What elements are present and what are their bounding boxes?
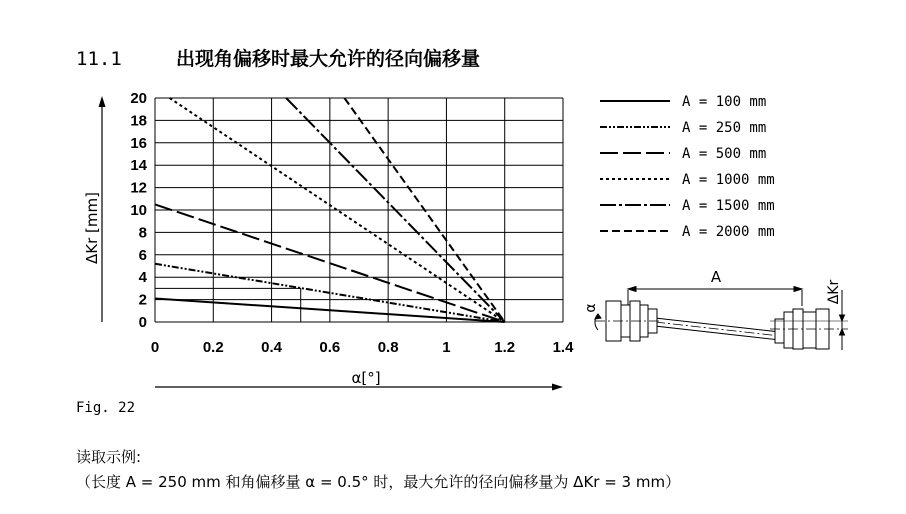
chart-legend [600, 94, 775, 240]
y-tick-label: 2 [138, 291, 147, 309]
x-tick-labels [151, 339, 574, 356]
x-axis-label: α[°] [351, 369, 381, 387]
legend-label-2: A = 250 mm [682, 120, 767, 136]
x-tick-label: 0.6 [319, 339, 341, 356]
angle-label: α [583, 303, 599, 313]
y-tick-label: 14 [130, 157, 147, 175]
y-tick-label: 18 [130, 112, 147, 130]
dimension-a-label: A [710, 268, 722, 286]
coupling-diagram [583, 268, 848, 350]
y-axis-label: ΔKr [mm] [83, 192, 101, 264]
x-tick-label: 0.8 [377, 339, 399, 356]
y-tick-label: 4 [138, 269, 147, 287]
y-tick-label: 20 [130, 90, 147, 107]
section-title: 出现角偏移时最大允许的径向偏移量 [176, 48, 481, 70]
y-tick-label: 6 [138, 246, 147, 264]
figure-caption: Fig. 22 [76, 400, 136, 416]
y-tick-label: 10 [130, 202, 147, 219]
x-tick-label: 0.4 [261, 339, 283, 356]
x-tick-label: 0.2 [202, 339, 224, 356]
legend-label-3: A = 500 mm [682, 146, 767, 162]
legend-label-6: A = 2000 mm [682, 224, 775, 240]
x-tick-label: 1 [442, 339, 451, 356]
y-tick-label: 12 [130, 179, 147, 197]
y-tick-label: 8 [138, 224, 147, 242]
section-number: 11.1 [76, 48, 122, 70]
y-tick-labels [130, 90, 147, 331]
delta-kr-label: ΔKr [826, 279, 842, 305]
example-title: 读取示例: [76, 448, 142, 466]
y-tick-label: 16 [130, 134, 147, 152]
x-axis-arrowhead [552, 384, 563, 391]
example-text: （长度 A = 250 mm 和角偏移量 α = 0.5° 时，最大允许的径向偏移量为 ΔKr = 3 mm） [76, 473, 681, 491]
y-tick-label: 0 [138, 314, 147, 331]
x-tick-label: 0 [150, 339, 160, 356]
legend-label-1: A = 100 mm [682, 94, 767, 110]
reading-example-guide [155, 288, 301, 322]
x-tick-label: 1.4 [552, 339, 574, 356]
legend-label-5: A = 1500 mm [682, 198, 775, 214]
y-axis-arrowhead [99, 96, 106, 107]
x-tick-label: 1.2 [494, 339, 516, 356]
legend-label-4: A = 1000 mm [682, 172, 775, 188]
reading-example-lines [155, 288, 301, 322]
